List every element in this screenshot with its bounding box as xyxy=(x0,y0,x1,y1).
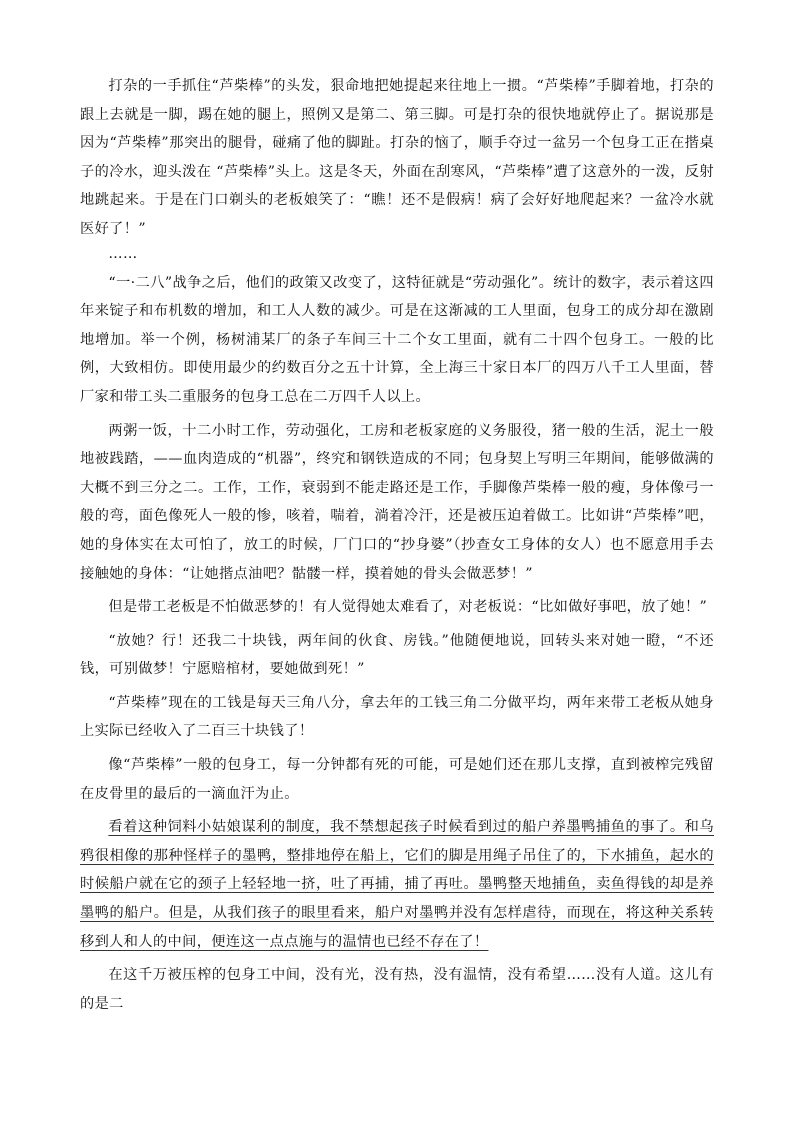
paragraph-living-conditions: 两粥一饭，十二小时工作，劳动强化，工房和老板家庭的义务服役，猪一般的生活，泥土一般地被践踏，——血肉造成的“机器”，终究和钢铁造成的不同；包身契上写明三年期间，能够做满的大概不到三分之二。工作，工作，衰弱到不能走路还是工作，手脚像芦柴棒一般的瘦，身体像弓一般的弯，面色像死人一般的惨，咳着，喘着，淌着冷汗，还是被压迫着做工。比如讲“芦柴棒”吧，她的身体实在太可怕了，放工的时候，厂门口的“抄身婆”（抄查女工身体的女人）也不愿意用手去接触她的身体：“让她揩点油吧？骷髅一样，摸着她的骨头会做恶梦！” xyxy=(80,422,714,582)
paragraph-labor-intensification: “一·二八”战争之后，他们的政策又改变了，这特征就是“劳动强化”。统计的数字，表示着这四年来锭子和布机数的增加，和工人人数的减少。可是在这渐减的工人里面，包身工的成分却在激剧地增加。举一个例，杨树浦某厂的条子车间三十二个女工里面，就有二十四个包身工。一般的比例，大致相仿。即使用最少的约数百分之五十计算，全上海三十家日本厂的四万八千工人里面，替厂家和带工头二重服务的包身工总在二万四千人以上。 xyxy=(80,274,714,405)
ellipsis-break: …… xyxy=(108,245,138,262)
paragraph-beating: 打杂的一手抓住“芦柴棒”的头发，狠命地把她提起来往地上一掼。“芦柴棒”手脚着地，打杂的跟上去就是一脚，踢在她的腿上，照例又是第二、第三脚。可是打杂的很快地就停止了。据说那是因为“芦柴棒”那突出的腿骨，碰痛了他的脚趾。打杂的恼了，顺手夺过一盆另一个包身工正在揩桌子的冷水，迎头泼在 “芦柴棒”头上。这是冬天，外面在刮寒风，“芦柴棒”遭了这意外的一泼，反射地跳起来。于是在门口剃头的老板娘笑了：“瞧！还不是假病！病了会好好地爬起来？一盆冷水就医好了！” xyxy=(80,78,714,237)
paragraph-possibility-of-death: 像“芦柴棒”一般的包身工，每一分钟都有死的可能，可是她们还在那儿支撑，直到被榨完残留在皮骨里的最后的一滴血汗为止。 xyxy=(80,757,714,802)
paragraph-wages: “芦柴棒”现在的工钱是每天三角八分，拿去年的工钱三角二分做平均，两年来带工老板从她身上实际已经收入了二百三十块钱了！ xyxy=(80,694,714,740)
paragraph-boss-nightmare: 但是带工老板是不怕做恶梦的！有人觉得她太难看了，对老板说：“比如做好事吧，放了她！” xyxy=(108,599,708,616)
paragraph-no-light: 在这千万被压榨的包身工中间，没有光，没有热，没有温情，没有希望……没有人道。这儿有的是二 xyxy=(80,967,714,1012)
paragraph-cormorant-underlined: 看着这种饲料小姑娘谋利的制度，我不禁想起孩子时候看到过的船户养墨鸭捕鱼的事了。和乌鸦很相像的那种怪样子的墨鸭，整排地停在船上，它们的脚是用绳子吊住了的，下水捕鱼，起水的时候船户就在它的颈子上轻轻地一挤，吐了再捕，捕了再吐。墨鸭整天地捕鱼，卖鱼得钱的却是养墨鸭的船户。但是，从我们孩子的眼里看来，船户对墨鸭并没有怎样虐待，而现在，将这种关系转移到人和人的中间，便连这一点点施与的温情也已经不存在了！ xyxy=(80,819,714,950)
paragraph-release-her: “放她？行！还我二十块钱，两年间的伙食、房钱。”他随便地说，回转头来对她一瞪，“不还钱，可别做梦！宁愿赔棺材，要她做到死！” xyxy=(80,632,714,678)
